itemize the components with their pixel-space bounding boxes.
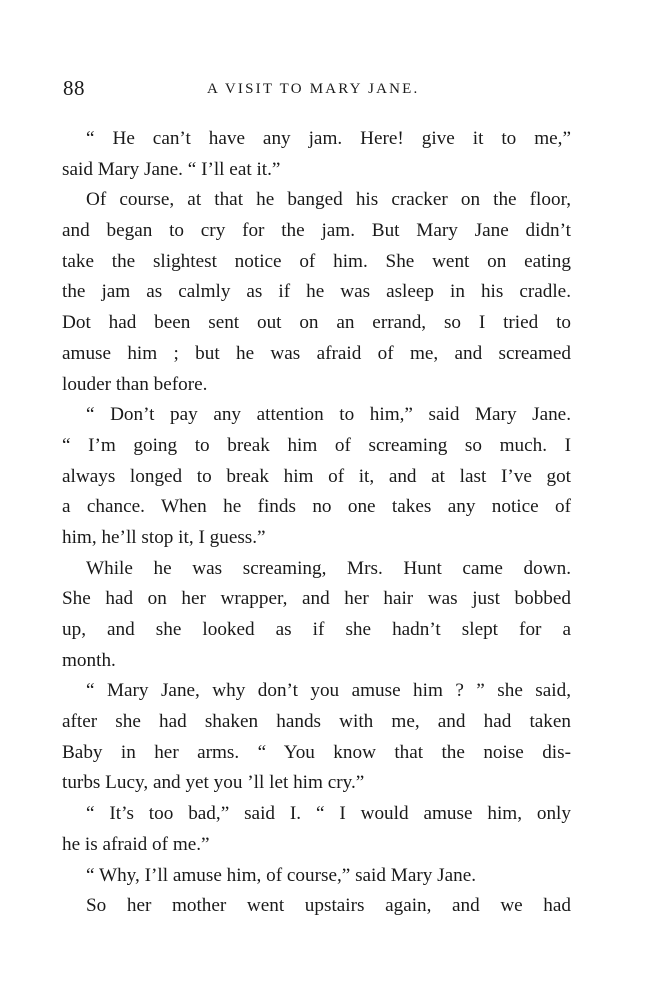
text-line: So her mother went upstairs again, and we had (86, 895, 571, 917)
text-line: after she had shaken hands with me, and had taken (62, 711, 571, 733)
text-line: a chance. When he finds no one takes any notice of (62, 496, 571, 518)
text-line: “ I’m going to break him of screaming so much. I (62, 434, 571, 456)
page-header (63, 76, 571, 106)
text-line: Baby in her arms. “ You know that the noise dis- (62, 741, 571, 763)
text-line: month. (62, 649, 116, 671)
text-line: amuse him ; but he was afraid of me, and screamed (62, 342, 571, 364)
text-line: said Mary Jane. “ I’ll eat it.” (62, 158, 281, 180)
text-line: louder than before. (62, 373, 208, 395)
text-line: Dot had been sent out on an errand, so I tried to (62, 312, 571, 334)
text-line: “ It’s too bad,” said I. “ I would amuse him, only (86, 803, 571, 825)
text-line: up, and she looked as if she hadn’t slept for a (62, 619, 571, 640)
text-line: “ He can’t have any jam. Here! give it to me,” (86, 128, 571, 149)
page-number: 88 (63, 76, 85, 100)
text-line: always longed to break him of it, and at last I’ve got (62, 465, 571, 487)
text-line: and began to cry for the jam. But Mary Jane didn’t (62, 220, 571, 242)
text-line: take the slightest notice of him. She went on eating (62, 250, 571, 272)
text-line: Of course, at that he banged his cracker on the floor, (86, 189, 571, 211)
text-line: While he was screaming, Mrs. Hunt came down. (86, 557, 571, 579)
text-line: She had on her wrapper, and her hair was just bobbed (62, 588, 571, 610)
text-line: the jam as calmly as if he was asleep in his cradle. (62, 281, 571, 303)
text-line: turbs Lucy, and yet you ’ll let him cry.” (62, 772, 365, 794)
text-line: “ Don’t pay any attention to him,” said Mary Jane. (86, 404, 571, 426)
text-line: “ Mary Jane, why don’t you amuse him ? ” she said, (86, 680, 571, 702)
text-line: he is afraid of me.” (62, 833, 210, 855)
text-line: him, he’ll stop it, I guess.” (62, 526, 266, 548)
running-head: A VISIT TO MARY JANE. (207, 81, 420, 97)
body-text (62, 124, 571, 922)
text-line: “ Why, I’ll amuse him, of course,” said Mary Jane. (86, 864, 477, 886)
